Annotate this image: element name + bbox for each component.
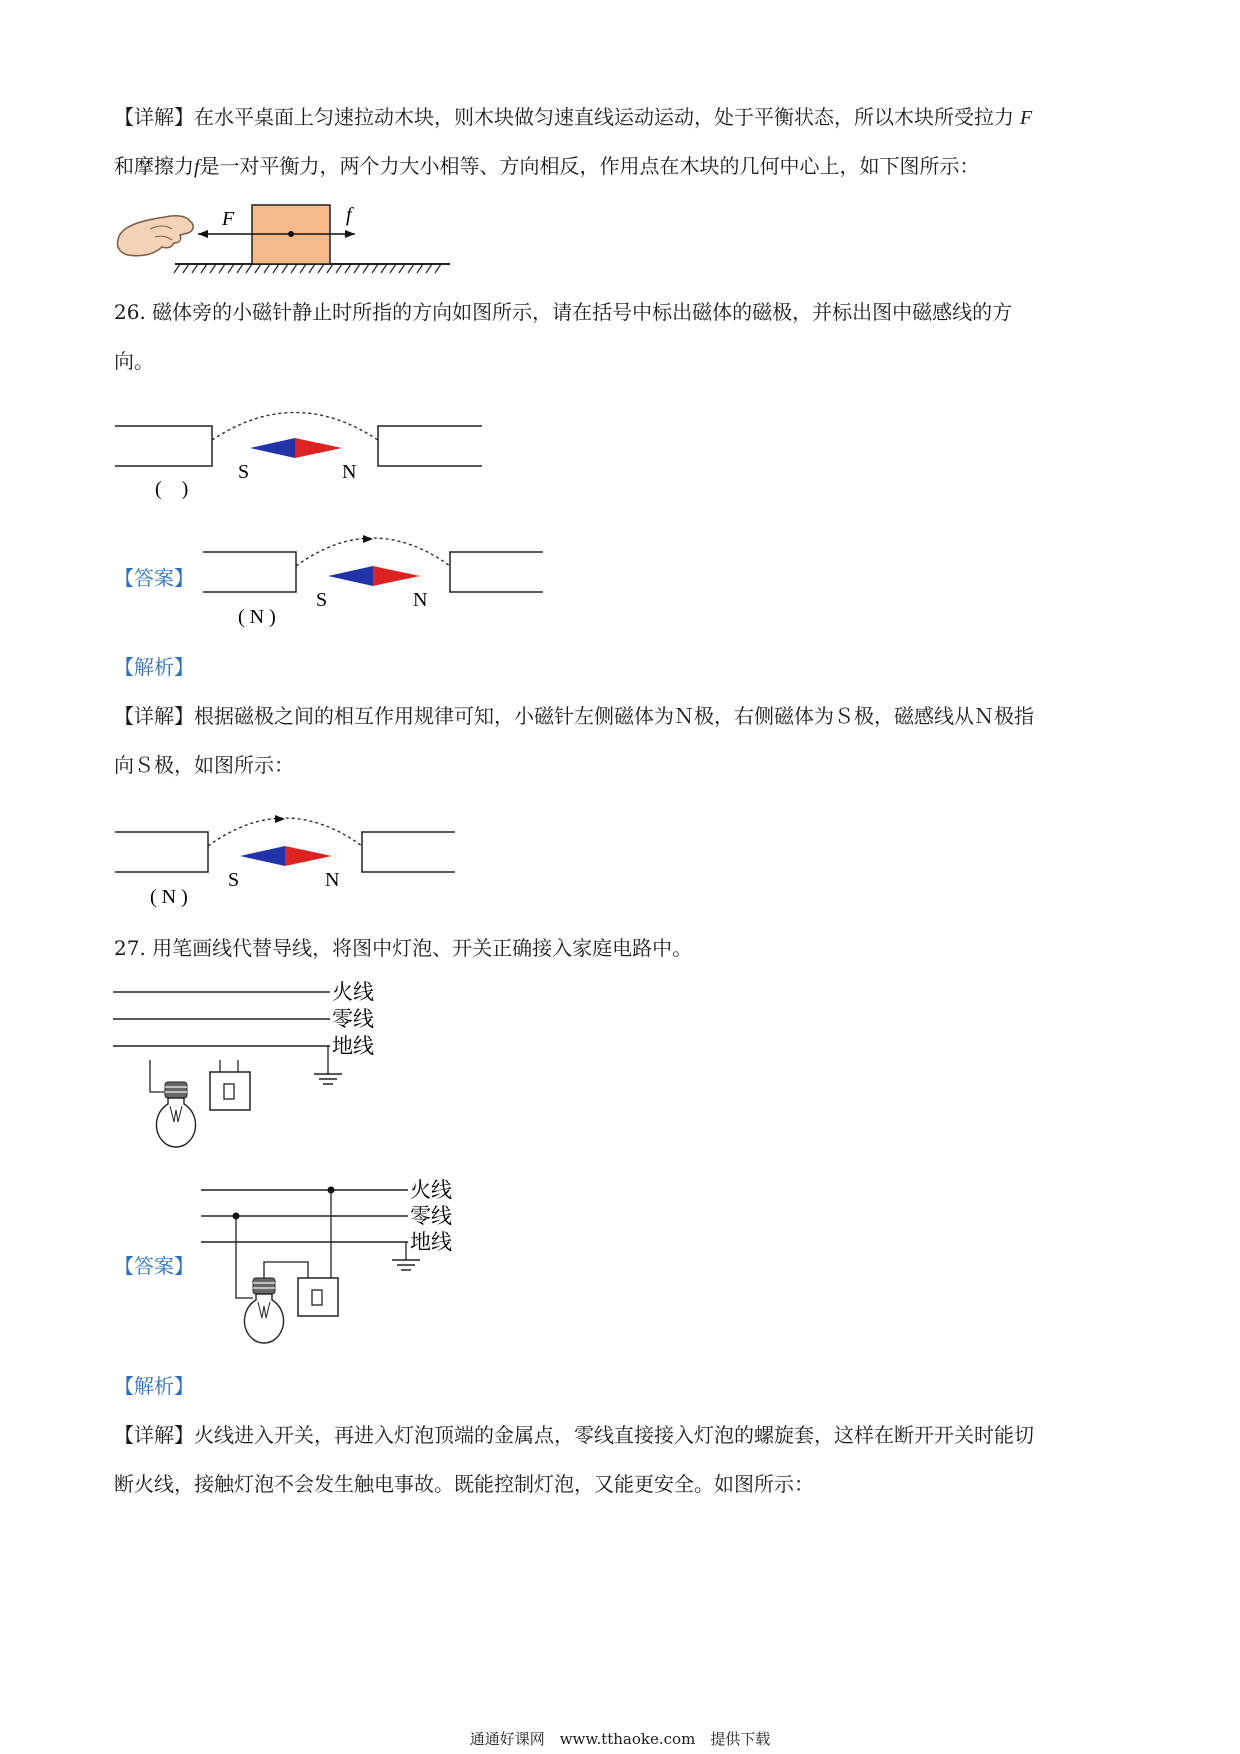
pole-blank-parens: ( ) <box>155 478 189 500</box>
q27-detail-line-2: 断火线，接触灯泡不会发生触电事故。既能控制灯泡，又能更安全。如图所示： <box>114 1472 814 1496</box>
hatch-line <box>309 264 315 273</box>
hatch-line <box>201 264 207 273</box>
hatch-line <box>264 264 270 273</box>
q25-detail-text-2b: 是一对平衡力，两个力大小相等、方向相反，作用点在木块的几何中心上，如下图所示： <box>199 154 980 178</box>
needle-N-label: N <box>413 589 428 611</box>
force-diagram <box>110 195 460 280</box>
label-f: f <box>346 204 352 226</box>
hatch-line <box>237 264 243 273</box>
needle-S-label: S <box>228 869 240 891</box>
q25-detail-line-2 <box>114 156 980 177</box>
q25-detail-text: 在水平桌面上匀速拉动木块，则木块做匀速直线运动运动，处于平衡状态，所以木块所受拉力 <box>194 105 1014 129</box>
needle-N-label: N <box>342 461 357 483</box>
field-line-arrow <box>363 535 373 543</box>
ground-wire-label: 地线 <box>332 1034 374 1058</box>
detail-tag: 【详解】 <box>114 105 194 129</box>
live-wire-label: 火线 <box>332 980 374 1004</box>
force-F-symbol: F <box>1020 107 1033 129</box>
hatch-line <box>183 264 189 273</box>
label-F: F <box>222 208 235 230</box>
light-bulb-icon <box>244 1278 283 1343</box>
q26-stem-line-1: 26. 磁体旁的小磁针静止时所指的方向如图所示，请在括号中标出磁体的磁极，并标出图中磁感线的方 <box>114 300 1013 324</box>
hatch-line <box>399 264 405 273</box>
q26-detail-line-1 <box>114 706 1034 726</box>
hatch-line <box>327 264 333 273</box>
q26-answer-tag: 【答案】 <box>114 566 194 590</box>
hatch-line <box>255 264 261 273</box>
hatch-line <box>363 264 369 273</box>
needle-red-half <box>295 438 342 458</box>
hatch-line <box>282 264 288 273</box>
hatch-line <box>174 264 180 273</box>
hatch-line <box>381 264 387 273</box>
ground-hatch <box>174 264 441 273</box>
q27-detail-line-1 <box>114 1425 1034 1445</box>
hatch-line <box>300 264 306 273</box>
detail-tag: 【详解】 <box>114 704 194 728</box>
q26-stem-line-2: 向。 <box>114 349 154 373</box>
q25-detail-line-1 <box>114 107 1032 128</box>
hatch-line <box>336 264 342 273</box>
hatch-line <box>228 264 234 273</box>
needle-S-label: S <box>316 589 328 611</box>
q26-answer-figure <box>198 530 548 635</box>
q26-detail-line-2: 向Ｓ极，如图所示： <box>114 753 294 777</box>
q27-answer-figure <box>198 1168 468 1368</box>
hatch-line <box>192 264 198 273</box>
hatch-line <box>354 264 360 273</box>
switch-icon <box>298 1278 338 1316</box>
q26-question-figure <box>110 410 490 510</box>
page-footer: 通通好课网 www.tthaoke.com 提供下载 <box>469 1730 771 1748</box>
q26-detail-text: 根据磁极之间的相互作用规律可知，小磁针左侧磁体为Ｎ极，右侧磁体为Ｓ极，磁感线从Ｎ极指 <box>194 704 1034 728</box>
pole-answer-parens: ( N ) <box>238 606 276 628</box>
hatch-line <box>273 264 279 273</box>
live-wire-label: 火线 <box>410 1178 452 1202</box>
q26-analysis-tag: 【解析】 <box>114 655 194 679</box>
q26-detail-figure <box>110 800 460 910</box>
hatch-line <box>246 264 252 273</box>
q27-answer-tag: 【答案】 <box>114 1254 194 1278</box>
ground-wire-label: 地线 <box>410 1230 452 1254</box>
switch-icon <box>210 1060 250 1110</box>
hatch-line <box>390 264 396 273</box>
hatch-line <box>435 264 441 273</box>
neutral-wire-label: 零线 <box>410 1204 452 1228</box>
hatch-line <box>408 264 414 273</box>
hatch-line <box>291 264 297 273</box>
q25-detail-text-2a: 和摩擦力 <box>114 154 194 178</box>
hand-icon <box>117 216 193 256</box>
friction-f-symbol: f <box>194 156 200 178</box>
hatch-line <box>318 264 324 273</box>
hatch-line <box>426 264 432 273</box>
q27-detail-text: 火线进入开关，再进入灯泡顶端的金属点，零线直接接入灯泡的螺旋套，这样在断开开关时能切 <box>194 1423 1034 1447</box>
pole-answer-parens: ( N ) <box>150 886 188 908</box>
hatch-line <box>219 264 225 273</box>
needle-S-label: S <box>238 461 250 483</box>
q27-stem: 27. 用笔画线代替导线，将图中灯泡、开关正确接入家庭电路中。 <box>114 936 693 960</box>
neutral-wire-label: 零线 <box>332 1007 374 1031</box>
arrow-f-head <box>345 230 355 238</box>
light-bulb-icon <box>150 1060 196 1147</box>
hatch-line <box>345 264 351 273</box>
hatch-line <box>417 264 423 273</box>
q27-question-figure <box>110 972 400 1172</box>
needle-N-label: N <box>325 869 340 891</box>
q27-analysis-tag: 【解析】 <box>114 1374 194 1398</box>
needle-blue-half <box>250 438 295 458</box>
hatch-line <box>210 264 216 273</box>
detail-tag: 【详解】 <box>114 1423 194 1447</box>
arrow-F-head <box>198 230 208 238</box>
hatch-line <box>372 264 378 273</box>
field-line-arrow <box>275 815 285 823</box>
